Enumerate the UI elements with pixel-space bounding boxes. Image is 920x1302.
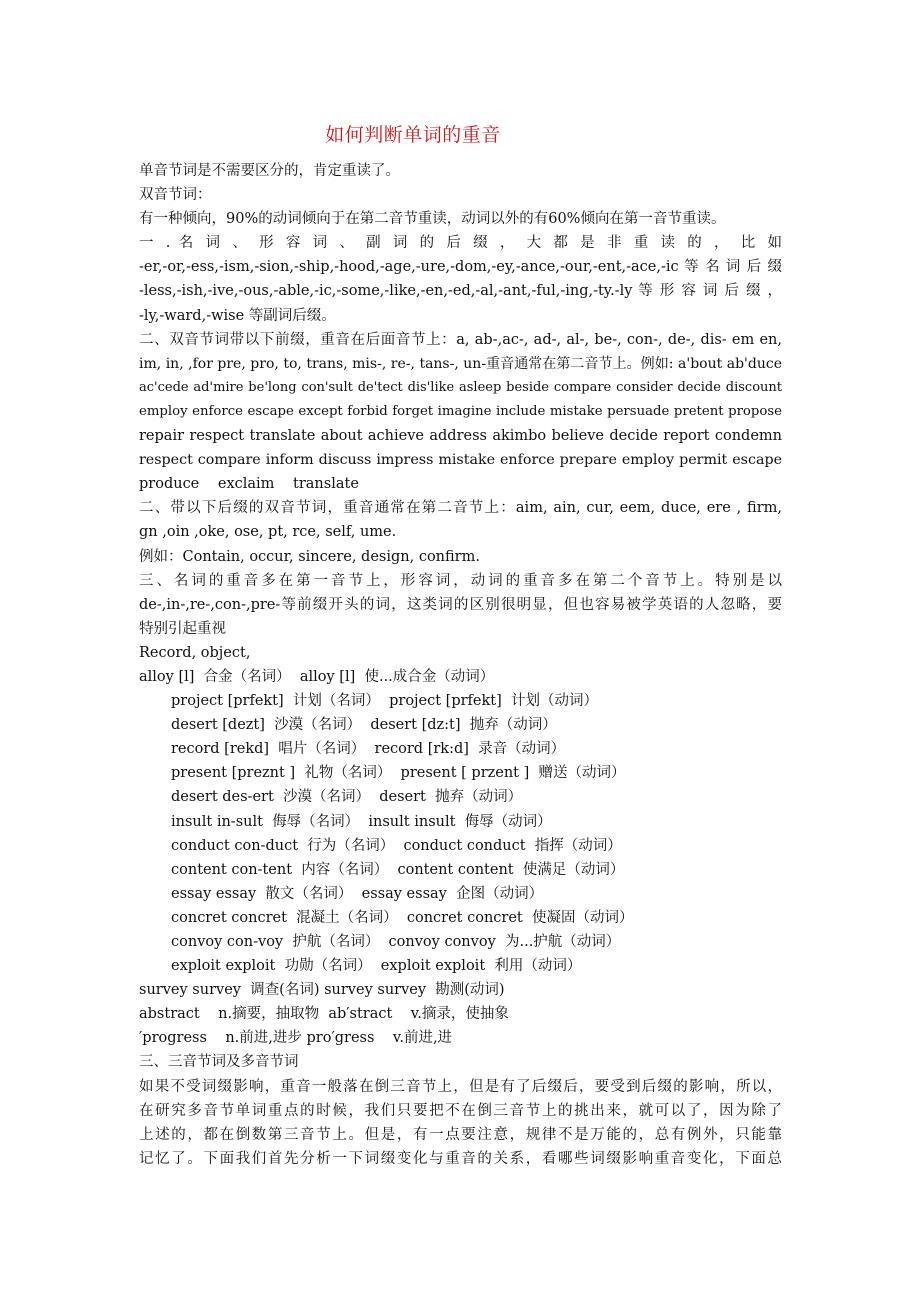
example-line: record [rekd] 唱片（名词） record [rk:d] 录音（动词）: [171, 741, 566, 758]
paragraph-line: 例如：Contain, occur, sincere, design, confirm.: [139, 548, 480, 565]
paragraph-line: 有一种倾向，90%的动词倾向于在第二音节重读，动词以外的有60%倾向在第一音节重读。: [139, 211, 726, 228]
paragraph-line: im, in, ,for pre, pro, to, trans, mis-, re-, tans-, un-重音通常在第二音节上。例如: a'bout ab'duce: [139, 355, 782, 372]
paragraph-line: -ly,-ward,-wise 等副词后缀。: [139, 307, 336, 324]
paragraph-line: 双音节词：: [139, 187, 212, 204]
paragraph-line: 在研究多音节单词重点的时候，我们只要把不在倒三音节上的挑出来，就可以了，因为除了: [139, 1102, 782, 1119]
example-line: content con-tent 内容（名词） content content 使满足（动词）: [171, 861, 625, 878]
example-line: conduct con-duct 行为（名词） conduct conduct 指挥（动词）: [171, 837, 622, 854]
paragraph-line: repair respect translate about achieve address akimbo believe decide report condemn: [139, 428, 782, 445]
section-heading: 三、三音节词及多音节词: [139, 1054, 299, 1071]
example-line: insult in-sult 侮辱（名词） insult insult 侮辱（动词）: [171, 813, 552, 830]
example-line: concret concret 混凝土（名词） concret concret 使凝固（动词）: [171, 909, 634, 926]
paragraph-line: 特别引起重视: [139, 620, 226, 637]
example-line: ′progress n.前进,进步 pro′gress v.前进,进: [139, 1030, 453, 1047]
paragraph-line: de-,in-,re-,con-,pre-等前缀开头的词，这类词的区别很明显，但也容易被学英语的人忽略，要: [139, 596, 782, 613]
example-line: alloy [l] 合金（名词） alloy [l] 使...成合金（动词）: [139, 668, 495, 685]
example-line: convoy con-voy 护航（名词） convoy convoy 为...护航（动词）: [171, 934, 621, 950]
paragraph-line: ac'cede ad'mire be'long con'sult de'tect dis'like asleep beside compare consider decide discount: [139, 379, 782, 395]
example-line: exploit exploit 功勋（名词） exploit exploit 利用（动词）: [171, 958, 582, 975]
example-line: survey survey 调查(名词) survey survey 勘测(动词): [139, 982, 505, 999]
paragraph-line: Record, object,: [139, 644, 251, 661]
paragraph-line: -less,-ish,-ive,-ous,-able,-ic,-some,-like,-en,-ed,-al,-ant,-ful,-ing,-ty.-ly 等 形 容 词 后 缀 ，: [139, 283, 782, 300]
paragraph-line: 单音节词是不需要区分的，肯定重读了。: [139, 163, 400, 179]
example-line: desert [dezt] 沙漠（名词） desert [dz:t] 抛弃（动词）: [171, 717, 557, 734]
page-title: 如何判断单词的重音: [325, 124, 501, 146]
example-line: abstract n.摘要，抽取物 ab′stract v.摘录，使抽象: [139, 1006, 509, 1023]
example-line: present [preznt ] 礼物（名词） present [ przent ] 赠送（动词）: [171, 765, 626, 782]
paragraph-line: 记忆了。下面我们首先分析一下词缀变化与重音的关系，看哪些词缀影响重音变化，下面总: [139, 1150, 782, 1167]
example-line: desert des-ert 沙漠（名词） desert 抛弃（动词）: [171, 789, 523, 806]
paragraph-line: 二、双音节词带以下前缀，重音在后面音节上：a, ab-,ac-, ad-, al-, be-, con-, de-, dis- em en,: [139, 331, 782, 348]
paragraph-line: 二、带以下后缀的双音节词，重音通常在第二音节上：aim, ain, cur, eem, duce, ere , firm,: [139, 500, 782, 517]
paragraph-line: 如果不受词缀影响，重音一般落在倒三音节上，但是有了后缀后，要受到后缀的影响，所以，: [139, 1078, 782, 1095]
paragraph-line: 三、名词的重音多在第一音节上，形容词，动词的重音多在第二个音节上。特别是以: [139, 572, 782, 589]
example-line: project [prfekt] 计划（名词） project [prfekt] 计划（动词）: [171, 693, 598, 710]
paragraph-line: 一 . 名 词 、 形 容 词 、 副 词 的 后 缀 ， 大 都 是 非 重 读 的 ， 比 如: [139, 235, 782, 252]
paragraph-line: -er,-or,-ess,-ism,-sion,-ship,-hood,-age,-ure,-dom,-ey,-ance,-our,-ent,-ace,-ic 等 名 词 后 缀: [139, 259, 782, 276]
paragraph-line: 上述的，都在倒数第三音节上。但是，有一点要注意，规律不是万能的，总有例外，只能靠: [139, 1126, 782, 1143]
document-body: [139, 159, 782, 1171]
example-line: essay essay 散文（名词） essay essay 企图（动词）: [171, 885, 544, 902]
paragraph-line: gn ,oin ,oke, ose, pt, rce, self, ume.: [139, 524, 397, 541]
paragraph-line: respect compare inform discuss impress mistake enforce prepare employ permit escape: [139, 452, 782, 469]
paragraph-line: employ enforce escape except forbid forget imagine include mistake persuade pretent propose: [139, 403, 782, 419]
paragraph-line: produce exclaim translate: [139, 476, 359, 493]
